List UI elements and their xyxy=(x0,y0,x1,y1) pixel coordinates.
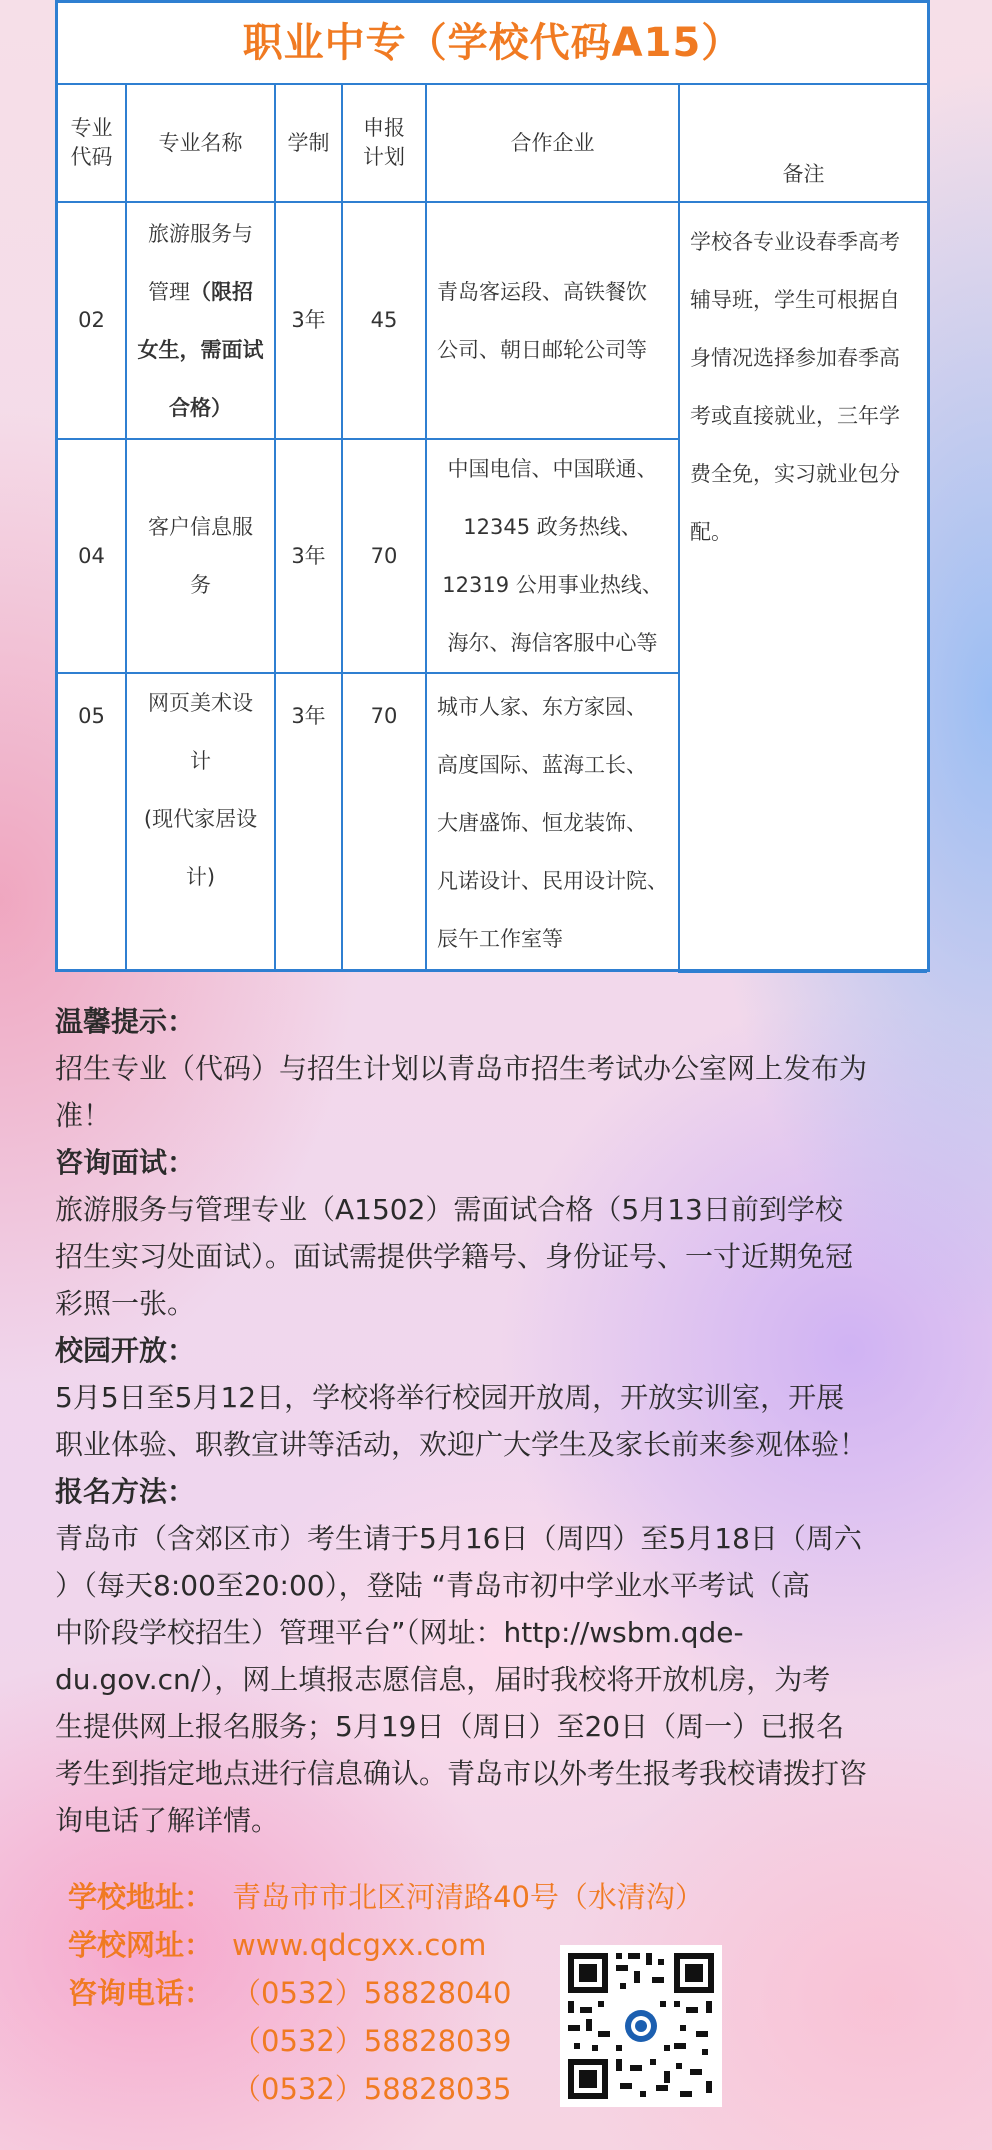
row-years: 3年 xyxy=(275,439,342,673)
row-name: 网页美术设 计 (现代家居设 计) xyxy=(126,673,275,972)
tips-line: 招生专业（代码）与招生计划以青岛市招生考试办公室网上发布为 xyxy=(55,1052,868,1085)
signup-line: 青岛市（含郊区市）考生请于5月16日（周四）至5月18日（周六 xyxy=(55,1522,862,1555)
qr-code-icon xyxy=(560,1945,722,2107)
table-header-row xyxy=(58,85,927,202)
table-title: 职业中专（学校代码A15） xyxy=(58,3,927,85)
row-code: 02 xyxy=(58,202,126,439)
header-plan: 申报 计划 xyxy=(342,85,426,202)
address-value: 青岛市市北区河清路40号（水清沟） xyxy=(232,1880,704,1914)
notes-cell: 学校各专业设春季高考 辅导班，学生可根据自 身情况选择参加春季高 考或直接就业，三年学 费全免，实习就业包分 配。 xyxy=(679,202,927,972)
row-years: 3年 xyxy=(275,673,342,972)
tips-title: 温馨提示： xyxy=(55,1005,196,1038)
site-label: 学校网址： xyxy=(68,1928,214,1962)
qr-code xyxy=(560,1945,722,2107)
majors-grid xyxy=(58,85,927,973)
campus-title: 校园开放： xyxy=(55,1334,196,1367)
phone-label: 咨询电话： xyxy=(68,1976,214,2010)
row-partners: 城市人家、东方家园、 高度国际、蓝海工长、 大唐盛饰、恒龙装饰、 凡诺设计、民用设计院、 辰午工作室等 xyxy=(426,673,679,972)
row-name: 客户信息服 务 xyxy=(126,439,275,673)
address-row xyxy=(68,1873,704,1921)
row-code: 05 xyxy=(58,673,126,972)
row-partners: 青岛客运段、高铁餐饮 公司、朝日邮轮公司等 xyxy=(426,202,679,439)
phone-number[interactable]: （0532）58828040 xyxy=(232,1976,512,2010)
signup-line: 中阶段学校招生）管理平台”（网址：http://wsbm.qde- xyxy=(55,1616,744,1649)
signup-title: 报名方法： xyxy=(55,1475,196,1508)
row-plan: 70 xyxy=(342,439,426,673)
interview-title: 咨询面试： xyxy=(55,1146,196,1179)
header-name: 专业名称 xyxy=(126,85,275,202)
row-years: 3年 xyxy=(275,202,342,439)
table-row xyxy=(58,202,927,439)
signup-line: du.gov.cn/），网上填报志愿信息，届时我校将开放机房，为考 xyxy=(55,1663,831,1696)
signup-line: ）（每天8:00至20:00），登陆 “青岛市初中学业水平考试（高 xyxy=(55,1569,810,1602)
header-code: 专业 代码 xyxy=(58,85,126,202)
signup-line: 考生到指定地点进行信息确认。青岛市以外考生报考我校请拨打咨 xyxy=(55,1757,868,1790)
campus-line: 职业体验、职教宣讲等活动，欢迎广大学生及家长前来参观体验！ xyxy=(55,1428,868,1461)
majors-table xyxy=(55,0,930,972)
phone-number[interactable]: （0532）58828035 xyxy=(232,2072,512,2106)
header-notes: 备注 xyxy=(679,85,927,202)
row-partners: 中国电信、中国联通、 12345 政务热线、 12319 公用事业热线、 海尔、海信客服中心等 xyxy=(426,439,679,673)
info-section xyxy=(55,998,935,1844)
interview-line: 彩照一张。 xyxy=(55,1287,196,1320)
signup-line: 询电话了解详情。 xyxy=(55,1804,280,1837)
interview-line: 招生实习处面试）。面试需提供学籍号、身份证号、一寸近期免冠 xyxy=(55,1240,854,1273)
header-years: 学制 xyxy=(275,85,342,202)
row-plan: 70 xyxy=(342,673,426,972)
header-partners: 合作企业 xyxy=(426,85,679,202)
row-code: 04 xyxy=(58,439,126,673)
tips-line: 准！ xyxy=(55,1099,112,1132)
interview-line: 旅游服务与管理专业（A1502）需面试合格（5月13日前到学校 xyxy=(55,1193,843,1226)
signup-line: 生提供网上报名服务；5月19日（周日）至20日（周一）已报名 xyxy=(55,1710,845,1743)
phone-number[interactable]: （0532）58828039 xyxy=(232,2024,512,2058)
row-name: 旅游服务与 管理（限招 女生，需面试 合格） xyxy=(126,202,275,439)
campus-line: 5月5日至5月12日，学校将举行校园开放周，开放实训室，开展 xyxy=(55,1381,845,1414)
row-plan: 45 xyxy=(342,202,426,439)
address-label: 学校地址： xyxy=(68,1880,214,1914)
site-link[interactable]: www.qdcgxx.com xyxy=(232,1928,487,1962)
